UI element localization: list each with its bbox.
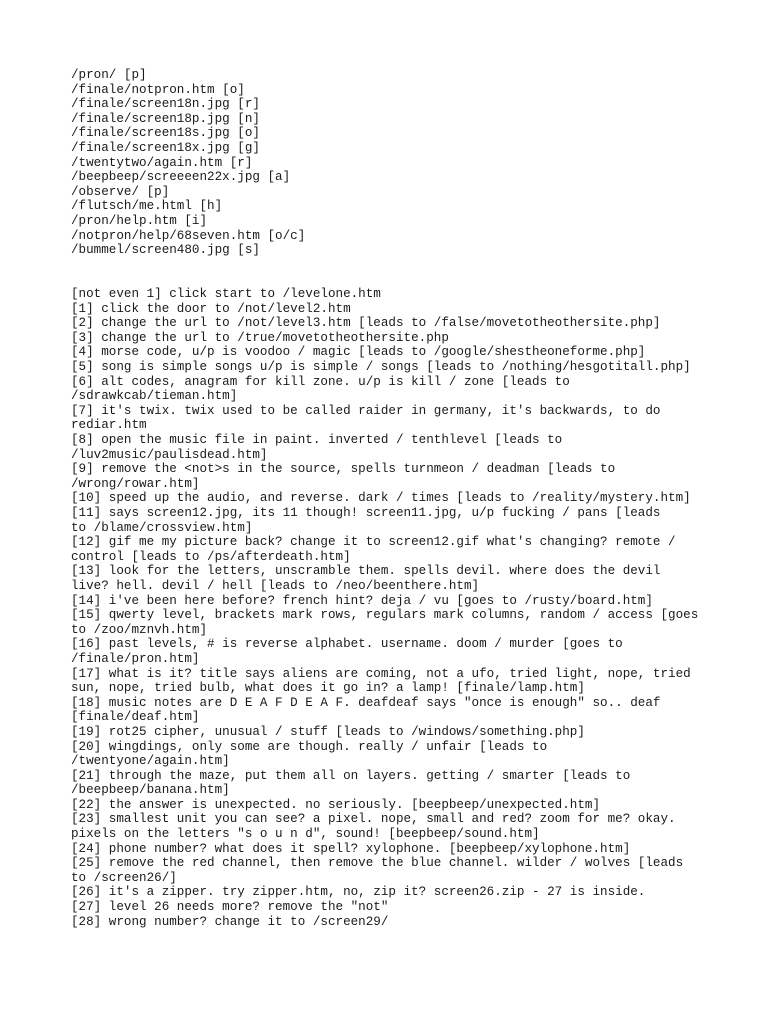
- level-line: [11] says screen12.jpg, its 11 though! screen11.jpg, u/p fucking / pans [leads: [71, 506, 661, 521]
- level-line: [7] it's twix. twix used to be called raider in germany, it's backwards, to do: [71, 403, 661, 418]
- path-line: /bummel/screen480.jpg [s]: [71, 243, 260, 258]
- level-line: [4] morse code, u/p is voodoo / magic [leads to /google/shestheoneforme.php]: [71, 345, 646, 360]
- path-line: /finale/screen18x.jpg [g]: [71, 140, 260, 155]
- path-line: /notpron/help/68seven.htm [o/c]: [71, 228, 306, 243]
- level-line: [19] rot25 cipher, unusual / stuff [leads to /windows/something.php]: [71, 724, 585, 739]
- level-line: /finale/pron.htm]: [71, 651, 200, 666]
- level-line: control [leads to /ps/afterdeath.htm]: [71, 549, 351, 564]
- level-line: [20] wingdings, only some are though. really / unfair [leads to: [71, 739, 548, 754]
- level-line: to /blame/crossview.htm]: [71, 520, 253, 535]
- path-line: /flutsch/me.html [h]: [71, 199, 223, 214]
- level-line: [27] level 26 needs more? remove the "not": [71, 900, 389, 915]
- level-line: [6] alt codes, anagram for kill zone. u/p is kill / zone [leads to: [71, 374, 570, 389]
- path-line: /twentytwo/again.htm [r]: [71, 155, 253, 170]
- level-line: [1] click the door to /not/level2.htm: [71, 301, 351, 316]
- level-line: [17] what is it? title says aliens are coming, not a ufo, tried light, nope, tried: [71, 666, 691, 681]
- level-line: [14] i've been here before? french hint? deja / vu [goes to /rusty/board.htm]: [71, 593, 653, 608]
- level-line: [24] phone number? what does it spell? xylophone. [beepbeep/xylophone.htm]: [71, 841, 631, 856]
- level-line: [13] look for the letters, unscramble them. spells devil. where does the devil: [71, 564, 661, 579]
- level-line: [26] it's a zipper. try zipper.htm, no, zip it? screen26.zip - 27 is inside.: [71, 885, 646, 900]
- level-walkthrough: [71, 287, 751, 929]
- level-line: sun, nope, tried bulb, what does it go in? a lamp! [finale/lamp.htm]: [71, 681, 585, 696]
- level-line: [10] speed up the audio, and reverse. dark / times [leads to /reality/mystery.htm]: [71, 491, 691, 506]
- path-line: /beepbeep/screeeen22x.jpg [a]: [71, 170, 291, 185]
- level-line: rediar.htm: [71, 418, 147, 433]
- level-line: to /zoo/mznvh.htm]: [71, 622, 208, 637]
- path-line: /finale/notpron.htm [o]: [71, 82, 245, 97]
- level-line: /sdrawkcab/tieman.htm]: [71, 389, 238, 404]
- level-line: pixels on the letters "s o u n d", sound! [beepbeep/sound.htm]: [71, 827, 540, 842]
- level-line: /wrong/rowar.htm]: [71, 476, 200, 491]
- path-line: /finale/screen18s.jpg [o]: [71, 126, 260, 141]
- level-line: [15] qwerty level, brackets mark rows, regulars mark columns, random / access [goes: [71, 608, 699, 623]
- path-list: [71, 68, 751, 258]
- level-line: [28] wrong number? change it to /screen29/: [71, 914, 389, 929]
- path-line: /observe/ [p]: [71, 184, 170, 199]
- document-page: [71, 68, 751, 929]
- level-line: [finale/deaf.htm]: [71, 710, 200, 725]
- path-line: /pron/help.htm [i]: [71, 213, 208, 228]
- level-line: [12] gif me my picture back? change it to screen12.gif what's changing? remote /: [71, 535, 676, 550]
- path-line: /pron/ [p]: [71, 68, 147, 82]
- level-line: [16] past levels, # is reverse alphabet. username. doom / murder [goes to: [71, 637, 623, 652]
- path-line: /finale/screen18p.jpg [n]: [71, 111, 260, 126]
- level-line: [25] remove the red channel, then remove the blue channel. wilder / wolves [leads: [71, 856, 684, 871]
- level-line: /beepbeep/banana.htm]: [71, 783, 230, 798]
- level-line: [not even 1] click start to /levelone.htm: [71, 287, 381, 302]
- level-line: [3] change the url to /true/movetotheothersite.php: [71, 330, 449, 345]
- level-line: [2] change the url to /not/level3.htm [leads to /false/movetotheothersite.php]: [71, 316, 661, 331]
- level-line: [9] remove the <not>s in the source, spells turnmeon / deadman [leads to: [71, 462, 616, 477]
- level-line: [5] song is simple songs u/p is simple / songs [leads to /nothing/hesgotitall.php]: [71, 360, 691, 375]
- level-line: /luv2music/paulisdead.htm]: [71, 447, 268, 462]
- path-line: /finale/screen18n.jpg [r]: [71, 97, 260, 112]
- level-line: to /screen26/]: [71, 870, 177, 885]
- section-gap: [71, 258, 751, 287]
- level-line: [23] smallest unit you can see? a pixel. nope, small and red? zoom for me? okay.: [71, 812, 676, 827]
- level-line: /twentyone/again.htm]: [71, 754, 230, 769]
- level-line: [8] open the music file in paint. inverted / tenthlevel [leads to: [71, 433, 563, 448]
- level-line: [18] music notes are D E A F D E A F. deafdeaf says "once is enough" so.. deaf: [71, 695, 661, 710]
- level-line: [21] through the maze, put them all on layers. getting / smarter [leads to: [71, 768, 631, 783]
- level-line: [22] the answer is unexpected. no seriously. [beepbeep/unexpected.htm]: [71, 797, 601, 812]
- level-line: live? hell. devil / hell [leads to /neo/beenthere.htm]: [71, 578, 480, 593]
